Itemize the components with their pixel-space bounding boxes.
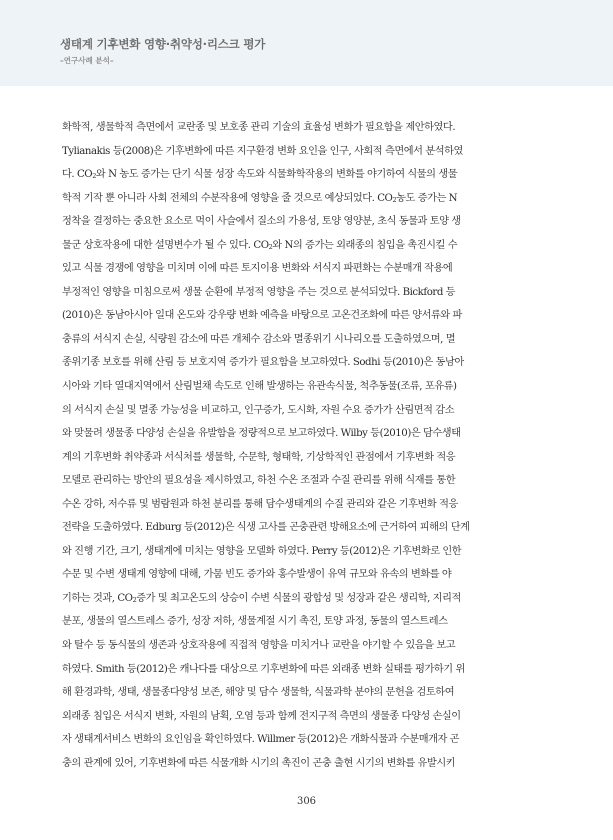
text-line: 있고 식물 경쟁에 영향을 미치며 이에 따른 토지이용 변화와 서식지 파편화는 수분매개 작용에	[62, 263, 453, 275]
text-line: 분포, 생물의 열스트레스 증가, 성장 저하, 생물계절 시기 촉진, 토양 과정, 동물의 열스트레스	[62, 616, 448, 628]
text-line: 와 탈수 등 동식물의 생존과 상호작용에 직접적 영향을 미치거나 교란을 야기할 수 있음을 보고	[62, 640, 456, 652]
text-line: 부정적인 영향을 미침으로써 생물 순환에 부정적 영향을 주는 것으로 분석되었다. Bickford 등	[62, 286, 456, 298]
text-line: 수온 강하, 저수류 및 범람원과 하천 분리를 통해 담수생태계의 수질 관리와 같은 기후변화 적응	[62, 498, 458, 510]
text-line: 외래종 침입은 서식지 변화, 자원의 남획, 오염 등과 함께 전지구적 측면의 생물종 다양성 손실이	[62, 710, 461, 722]
text-line: 다. $CO_2$와 N 농도 증가는 단기 식물 성장 속도와 식물화학작용의 변화를 야기하여 식물의 생물	[62, 169, 458, 181]
text-line: Tylianakis 등(2008)은 기후변화에 따른 지구환경 변화 요인을 인구, 사회적 측면에서 분석하였	[62, 145, 463, 157]
text-line: 모델로 관리하는 방안의 필요성을 제시하였고, 하천 수온 조절과 수질 관리를 위해 식재를 통한	[62, 475, 456, 487]
text-line: 화학적, 생물학적 측면에서 교란종 및 보호종 관리 기술의 효율성 변화가 필요함을 제안하였다.	[62, 122, 456, 133]
text-line: 충류의 서식지 손실, 식량원 감소에 따른 개체수 감소와 멸종위기 시나리오를 도출하였으며, 멸	[62, 333, 456, 345]
text-line: 정착을 결정하는 중요한 요소로 먹이 사슬에서 질소의 가용성, 토양 영양분, 초식 동물과 토양 생	[62, 216, 461, 228]
text-line: 시아와 기타 열대지역에서 산림벌채 속도로 인해 발생하는 유관속식물, 척추동물(조류, 포유류)	[62, 381, 457, 393]
text-line: 학적 기작 뿐 아니라 사회 전체의 수분작용에 영향을 줄 것으로 예상되었다. $CO_2$농도 증가는 N	[62, 192, 458, 204]
text-line: 기하는 것과, $CO_2$증가 및 최고온도의 상승이 수변 식물의 광합성 및 성장과 같은 생리학, 지리적	[62, 592, 461, 604]
page-number: 306	[296, 796, 317, 807]
text-line: 물군 상호작용에 대한 설명변수가 될 수 있다. $CO_2$와 N의 증가는 외래종의 침입을 촉진시킬 수	[62, 239, 458, 251]
text-line: 계의 기후변화 취약종과 서식처를 생물학, 수문학, 형태학, 기상학적인 관점에서 기후변화 적응	[62, 451, 456, 463]
text-line: 와 맞물려 생물종 다양성 손실을 유발함을 정량적으로 보고하였다. Wilby 등(2010)은 담수생태	[62, 428, 461, 440]
header-band	[0, 0, 613, 86]
text-line: 해 환경과학, 생태, 생물종다양성 보존, 해양 및 담수 생물학, 식물과학 분야의 문헌을 검토하여	[62, 687, 455, 699]
text-line: 종위기종 보호를 위해 산림 등 보호지역 증가가 필요함을 보고하였다. Sodhi 등(2010)은 동남아	[62, 357, 464, 369]
text-line: 자 생태계서비스 변화의 요인임을 확인하였다. Willmer 등(2012)은 개화식물과 수분매개자 곤	[62, 734, 460, 746]
text-line: 의 서식지 손실 및 멸종 가능성을 비교하고, 인구증가, 도시화, 자원 수요 증가가 산림면적 감소	[62, 404, 455, 416]
text-line: 하였다. Smith 등(2012)은 캐나다를 대상으로 기후변화에 따른 외래종 변화 실태를 평가하기 위	[62, 663, 465, 675]
running-header-title: 생태계 기후변화 영향·취약성·리스크 평가	[60, 37, 266, 51]
text-line: (2010)은 동남아시아 일대 온도와 강우량 변화 예측을 바탕으로 고온건조화에 따른 양서류와 파	[62, 310, 462, 322]
body-paragraph	[62, 116, 550, 775]
text-line: 수문 및 수변 생태계 영향에 대해, 가뭄 빈도 증가와 홍수발생이 유역 규모와 유속의 변화를 야	[62, 569, 452, 581]
text-line: 와 진행 기간, 크기, 생태계에 미치는 영향을 모델화 하였다. Perry 등(2012)은 기후변화로 인한	[62, 545, 462, 557]
text-line: 충의 관계에 있어, 기후변화에 따른 식물개화 시기의 촉진이 곤충 출현 시기의 변화를 유발시키	[62, 757, 456, 769]
text-line: 전략을 도출하였다. Edburg 등(2012)은 식생 고사를 곤충관련 방해요소에 근거하여 피해의 단계	[62, 522, 470, 534]
running-header-subtitle: –연구사례 분석–	[60, 56, 114, 65]
